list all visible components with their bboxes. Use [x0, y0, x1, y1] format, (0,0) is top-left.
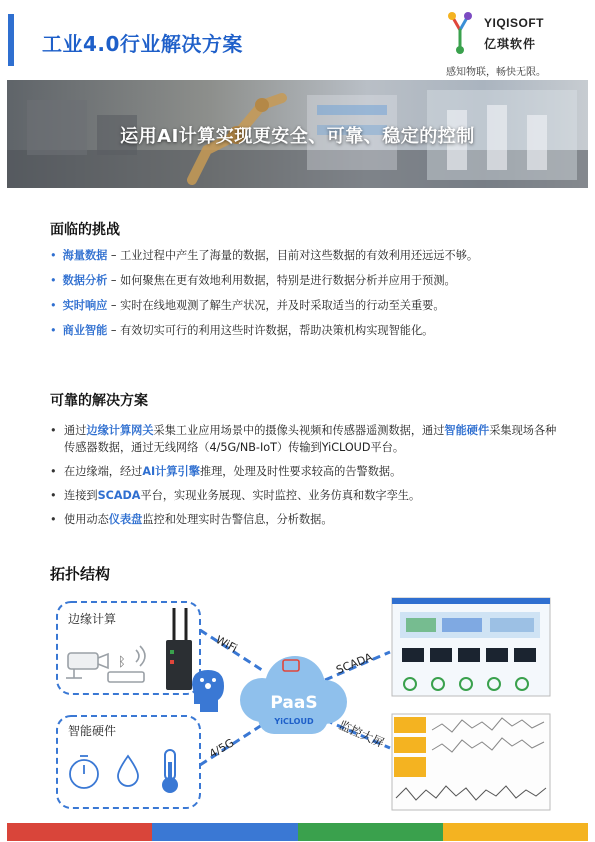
solution-item	[50, 487, 560, 504]
solution-text: 使用动态	[64, 513, 109, 526]
solution-keyword: 仪表盘	[108, 513, 143, 526]
solution-item	[50, 422, 560, 456]
ai-head-icon	[192, 670, 224, 712]
solution-text: 采集工业应用场景中的摄像头视频和传感器遥测数据，通过	[153, 424, 445, 437]
challenge-keyword: 商业智能	[62, 324, 108, 337]
page-title: 工业4.0行业解决方案	[42, 32, 243, 56]
solutions-heading: 可靠的解决方案	[50, 393, 148, 409]
challenges-heading: 面临的挑战	[50, 222, 120, 238]
yiqisoft-logo-icon	[446, 10, 474, 56]
bullet-icon: •	[50, 274, 57, 287]
slogan: 感知物联，畅快无限。	[446, 67, 546, 78]
wifi-label: WiFi	[213, 633, 240, 656]
challenge-keyword: 数据分析	[62, 274, 108, 287]
cellular-label: 4/5G	[207, 736, 237, 761]
camera-icon	[66, 653, 108, 678]
paas-label: PaaS	[270, 693, 318, 713]
bullet-icon: •	[50, 324, 57, 337]
topology-diagram	[0, 590, 595, 815]
yicloud-label: YiCLOUD	[274, 717, 314, 726]
challenge-item	[50, 297, 560, 322]
topology-heading: 拓扑结构	[50, 565, 111, 583]
solution-item	[50, 511, 560, 528]
solutions-list	[50, 422, 560, 535]
brand-name-en: YIQISOFT	[484, 16, 545, 30]
bullet-icon: •	[50, 249, 57, 262]
challenge-text: – 实时在线地观测了解生产状况，并及时采取适当的行动至关重要。	[107, 299, 445, 312]
edge-gateway-icon	[166, 608, 192, 690]
footer-color-bar	[7, 823, 588, 841]
solution-text: 在边缘端，经过	[64, 465, 143, 478]
thermometer-icon	[162, 750, 178, 793]
edge-computing-label: 边缘计算	[68, 612, 117, 626]
solution-text: 通过	[64, 424, 87, 437]
solution-keyword: SCADA	[97, 489, 141, 502]
challenges-list	[50, 247, 560, 347]
challenge-item	[50, 272, 560, 297]
solution-text: 平台，实现业务展现、实时监控、业务仿真和数字孪生。	[140, 489, 421, 502]
humidity-icon	[118, 756, 138, 786]
solution-text: 推理，处理及时性要求较高的告警数据。	[199, 465, 402, 478]
solution-keyword: AI计算引擎	[142, 465, 200, 478]
header-accent-bar	[8, 14, 14, 66]
dashboard-screen-thumbnail	[392, 714, 550, 810]
solution-text: 连接到	[64, 489, 98, 502]
challenge-text: – 有效切实可行的利用这些时许数据，帮助决策机构实现智能化。	[107, 324, 434, 337]
challenge-text: – 工业过程中产生了海量的数据，目前对这些数据的有效利用还远远不够。	[107, 249, 479, 262]
banner-headline: 运用AI计算实现更安全、可靠、稳定的控制	[120, 126, 475, 147]
bluetooth-icon: ᛒ	[118, 655, 126, 670]
hero-banner	[7, 80, 588, 188]
challenge-keyword: 海量数据	[62, 249, 108, 262]
router-icon	[108, 646, 145, 682]
challenge-item	[50, 247, 560, 272]
challenge-text: – 如何聚焦在更有效地利用数据，特别是进行数据分析并应用于预测。	[107, 274, 456, 287]
solution-keyword: 边缘计算网关	[86, 424, 154, 437]
solution-item	[50, 463, 560, 480]
solution-text: 监控和处理实时告警信息，分析数据。	[142, 513, 333, 526]
monitor-label: 监控大屏	[336, 717, 387, 751]
timer-icon	[70, 756, 98, 788]
smart-hardware-label: 智能硬件	[68, 724, 117, 738]
challenge-keyword: 实时响应	[62, 299, 108, 312]
challenge-item	[50, 322, 560, 347]
bullet-icon: •	[50, 299, 57, 312]
scada-label: SCADA	[334, 650, 375, 677]
scada-screen-thumbnail	[392, 598, 550, 696]
solution-text: 采集现场各种传感器数据，通过无线网络（4/5G/NB-IoT）传输到YiCLOUD平台。	[64, 424, 557, 454]
brand-name-cn: 亿琪软件	[484, 37, 537, 51]
solution-keyword: 智能硬件	[444, 424, 490, 437]
